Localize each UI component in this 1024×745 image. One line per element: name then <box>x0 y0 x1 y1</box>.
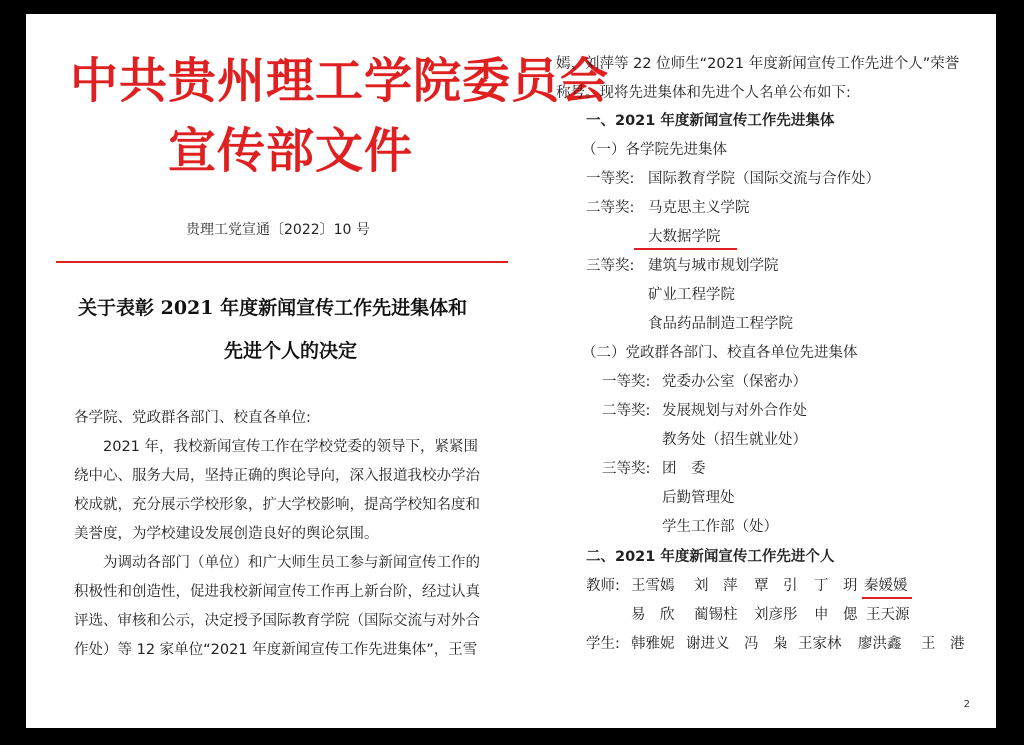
document-number: 贵理工党宣通〔2022〕10 号 <box>186 222 370 238</box>
award-winner: 马克思主义学院 <box>648 200 750 216</box>
subsection-departments: （二）党政群各部门、校直各单位先进集体 <box>582 345 858 361</box>
award-winner: 团 委 <box>662 461 706 477</box>
paragraph-line: 绕中心、服务大局，坚持正确的舆论导向，深入报道我校办学治 <box>74 468 480 484</box>
person-name: 丁 玥 <box>814 578 858 594</box>
person-name: 申 偲 <box>814 607 858 623</box>
award-winner: 国际教育学院（国际交流与合作处） <box>648 171 880 187</box>
award-label: 三等奖: <box>586 258 635 274</box>
award-winner: 党委办公室（保密办） <box>662 374 807 390</box>
award-winner-highlighted: 大数据学院 <box>634 225 737 250</box>
award-label: 一等奖: <box>602 374 651 390</box>
person-name: 王雪嫣 <box>631 578 675 594</box>
person-name: 王天源 <box>866 607 910 623</box>
section-heading-individuals: 二、2021 年度新闻宣传工作先进个人 <box>586 549 835 565</box>
award-winner: 矿业工程学院 <box>648 287 735 303</box>
paragraph-line: 称号。现将先进集体和先进个人名单公布如下: <box>556 85 851 101</box>
award-label: 一等奖: <box>586 171 635 187</box>
red-divider <box>56 261 508 263</box>
person-name: 刘彦彤 <box>754 607 798 623</box>
award-label: 二等奖: <box>602 403 651 419</box>
document-page <box>26 14 996 728</box>
award-label: 二等奖: <box>586 200 635 216</box>
paragraph-line: 作处）等 12 家单位“2021 年度新闻宣传工作先进集体”，王雪 <box>74 642 478 658</box>
student-label: 学生: <box>586 636 620 652</box>
person-name-highlighted: 秦媛媛 <box>862 574 912 599</box>
paragraph-line: 美誉度，为学校建设发展创造良好的舆论氛围。 <box>74 526 379 542</box>
person-name: 蔺锡柱 <box>694 607 738 623</box>
person-name: 刘 萍 <box>694 578 738 594</box>
paragraph-line: 校成就，充分展示学校形象，扩大学校影响，提高学校知名度和 <box>74 497 480 513</box>
award-winner: 发展规划与对外合作处 <box>662 403 807 419</box>
award-winner: 学生工作部（处） <box>662 519 778 535</box>
award-winner: 教务处（招生就业处） <box>662 432 807 448</box>
org-title-line2: 宣传部文件 <box>168 123 414 179</box>
person-name: 王家林 <box>798 636 842 652</box>
person-name: 韩雅妮 <box>631 636 675 652</box>
section-heading-groups: 一、2021 年度新闻宣传工作先进集体 <box>586 113 835 129</box>
paragraph-line: 积极性和创造性，促进我校新闻宣传工作再上新台阶，经过认真 <box>74 584 480 600</box>
award-winner: 食品药品制造工程学院 <box>648 316 793 332</box>
subsection-colleges: （一）各学院先进集体 <box>582 142 727 158</box>
decision-title-line1: 关于表彰 2021 年度新闻宣传工作先进集体和 <box>78 297 468 319</box>
person-name: 冯 枭 <box>744 636 788 652</box>
teacher-label: 教师: <box>586 578 620 594</box>
paragraph-line: 嫣、刘萍等 22 位师生“2021 年度新闻宣传工作先进个人”荣誉 <box>556 56 960 72</box>
paragraph-line: 评选、审核和公示，决定授予国际教育学院（国际交流与对外合 <box>74 613 480 629</box>
page-number: 2 <box>963 699 970 710</box>
award-label: 三等奖: <box>602 461 651 477</box>
person-name: 谢进义 <box>686 636 730 652</box>
person-name: 王 港 <box>921 636 965 652</box>
award-winner: 建筑与城市规划学院 <box>648 258 779 274</box>
salutation: 各学院、党政群各部门、校直各单位: <box>74 410 311 426</box>
person-name: 廖洪鑫 <box>858 636 902 652</box>
paragraph-line: 2021 年，我校新闻宣传工作在学校党委的领导下，紧紧围 <box>103 439 479 455</box>
person-name: 易 欣 <box>631 607 675 623</box>
decision-title-line2: 先进个人的决定 <box>224 340 358 362</box>
paragraph-line: 为调动各部门（单位）和广大师生员工参与新闻宣传工作的 <box>103 555 480 571</box>
person-name: 覃 引 <box>754 578 798 594</box>
org-title-line1: 中共贵州理工学院委员会 <box>70 53 610 109</box>
award-winner: 后勤管理处 <box>662 490 735 506</box>
